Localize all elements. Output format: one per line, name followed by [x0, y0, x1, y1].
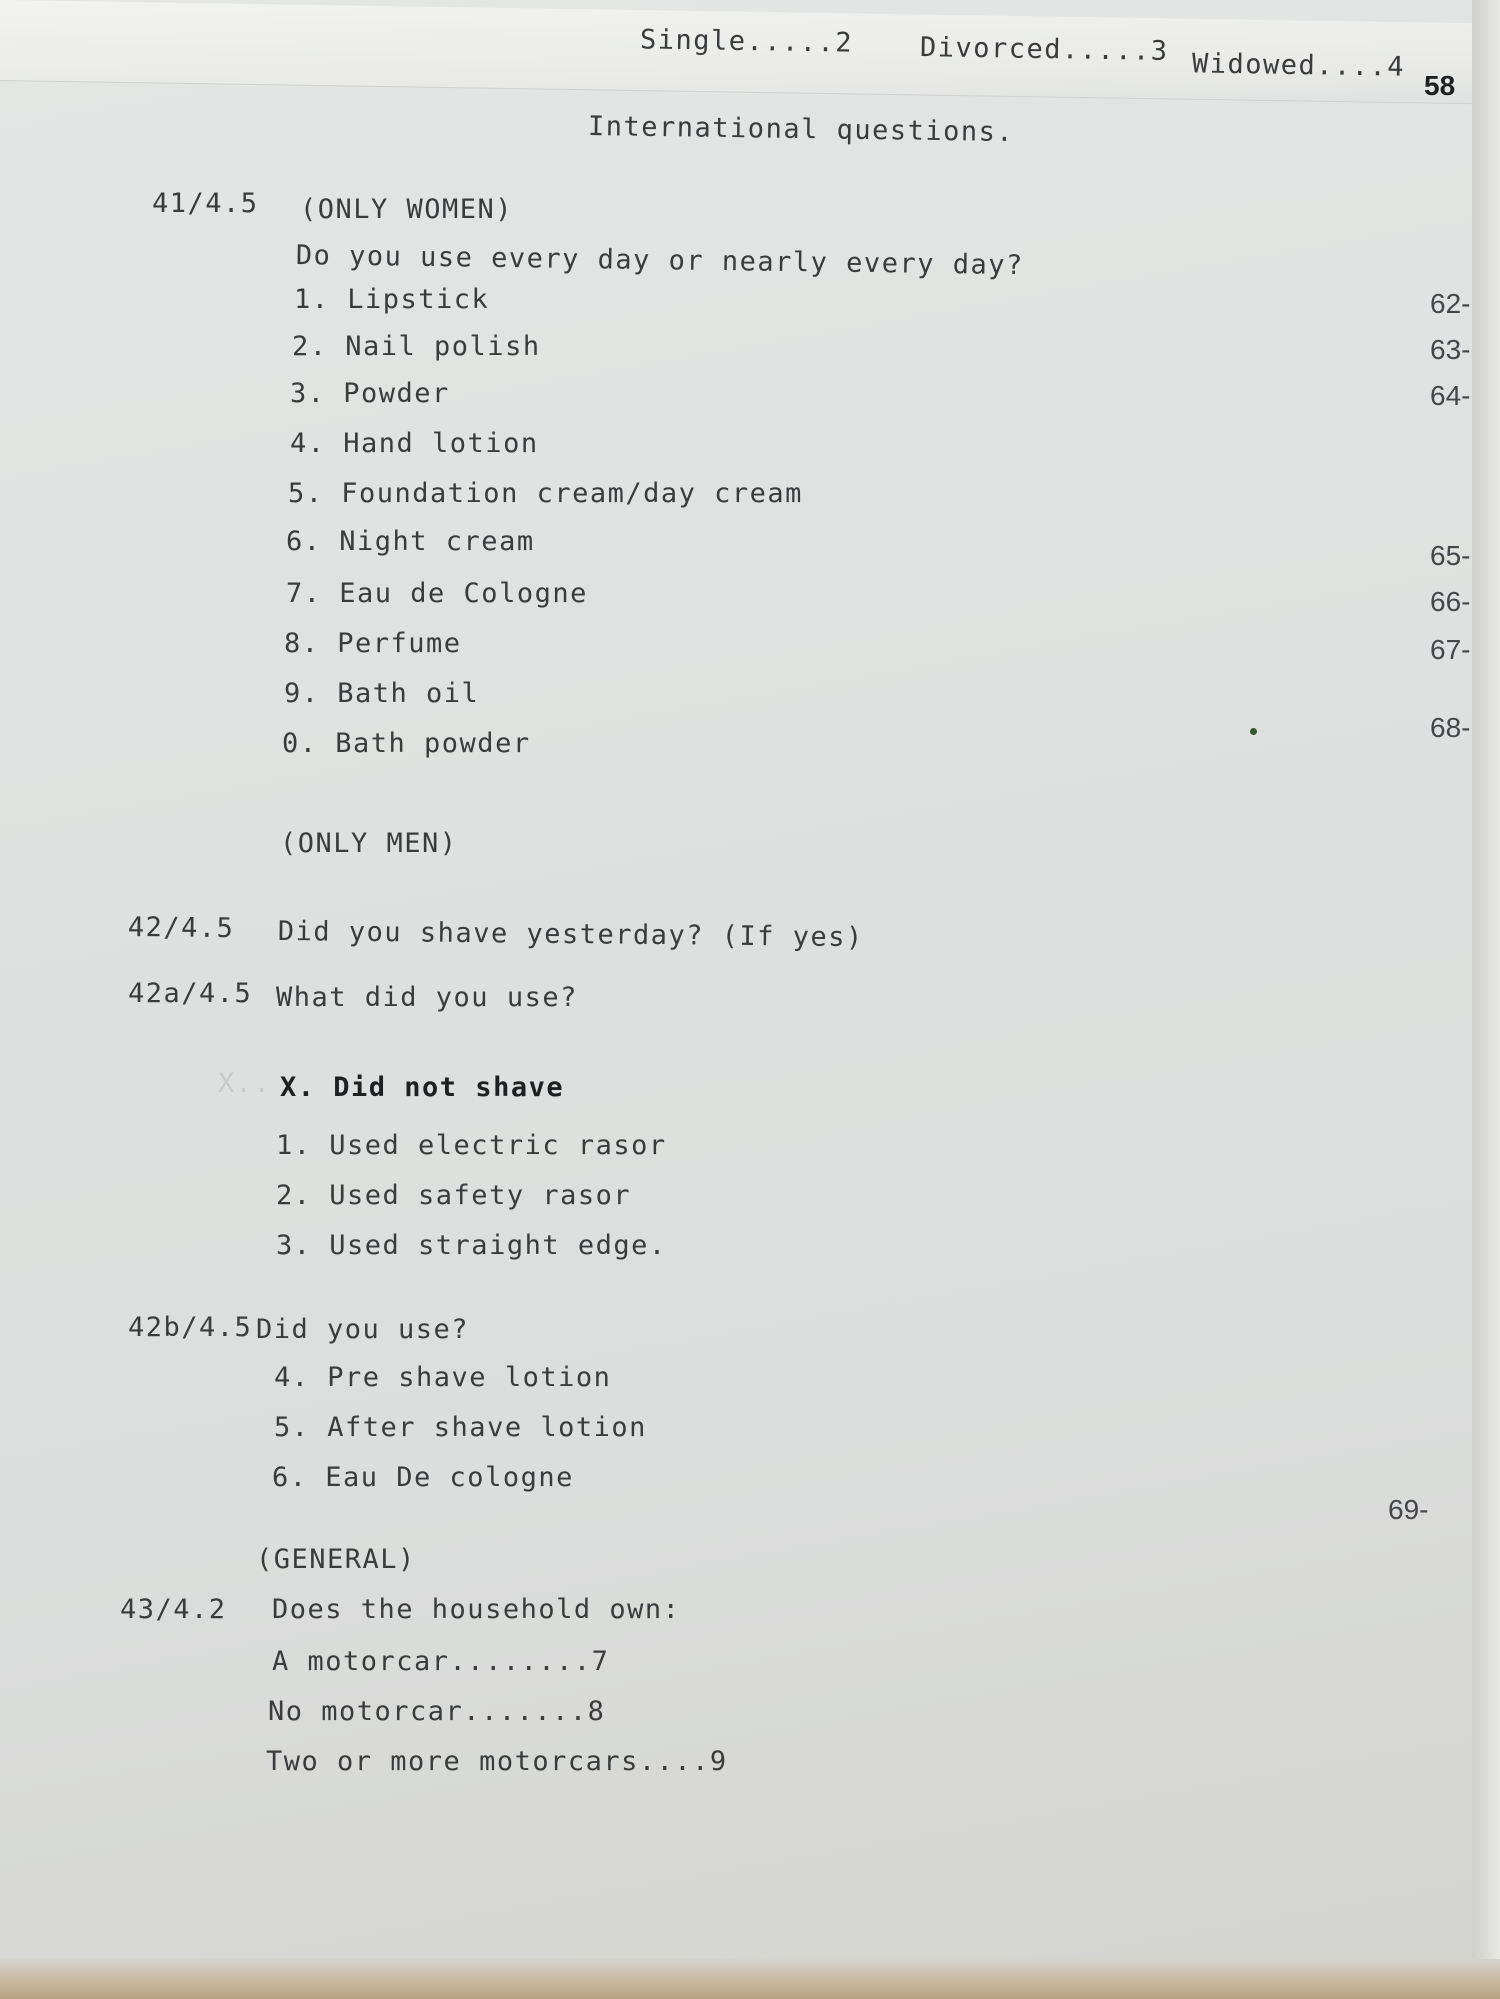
q41-item-bath-oil: 9. Bath oil — [284, 678, 480, 709]
general-group-label: (GENERAL) — [256, 1544, 416, 1575]
column-code-68: 68- — [1430, 712, 1471, 743]
q41-question: Do you use every day or nearly every day? — [295, 240, 1024, 282]
column-code-67: 67- — [1430, 634, 1471, 665]
q42a-question: What did you use? — [276, 982, 578, 1013]
q42b-item-eau-de-cologne: 6. Eau De cologne — [272, 1462, 574, 1493]
column-code-66: 66- — [1430, 586, 1471, 617]
column-code-62: 62- — [1430, 288, 1471, 319]
q42a-item-safety: 2. Used safety rasor — [276, 1180, 632, 1211]
column-code-65: 65- — [1430, 540, 1471, 571]
q43-item-two-or-more: Two or more motorcars....9 — [266, 1746, 728, 1777]
column-code-63: 63- — [1430, 334, 1471, 365]
q41-item-powder: 3. Powder — [290, 378, 450, 409]
q42-code: 42/4.5 — [127, 912, 235, 945]
column-code-64: 64- — [1430, 380, 1471, 411]
page-title: International questions. — [587, 111, 1015, 148]
faded-x-marker: X.. — [218, 1068, 272, 1099]
q43-code: 43/4.2 — [120, 1594, 227, 1625]
q41-item-foundation-cream: 5. Foundation cream/day cream — [288, 478, 803, 509]
marital-single: Single.....2 — [639, 24, 854, 59]
q42b-code: 42b/4.5 — [128, 1312, 253, 1343]
q41-item-bath-powder: 0. Bath powder — [282, 728, 531, 759]
column-code-69: 69- — [1388, 1494, 1429, 1525]
q42a-item-straight-edge: 3. Used straight edge. — [276, 1230, 667, 1261]
q41-group: (ONLY WOMEN) — [300, 194, 514, 225]
q42b-question: Did you use? — [256, 1314, 470, 1345]
q41-item-nail-polish: 2. Nail polish — [292, 331, 541, 362]
q41-item-hand-lotion: 4. Hand lotion — [290, 428, 539, 459]
q43-item-no-motorcar: No motorcar.......8 — [268, 1696, 606, 1727]
q42a-item-did-not-shave: X. Did not shave — [280, 1072, 565, 1103]
q41-item-eau-de-cologne: 7. Eau de Cologne — [286, 578, 588, 609]
page-number: 58 — [1424, 70, 1456, 101]
desk-surface — [0, 1959, 1500, 1999]
marital-widowed: Widowed....4 — [1191, 48, 1406, 83]
q41-code: 41/4.5 — [152, 188, 259, 219]
q41-item-night-cream: 6. Night cream — [286, 526, 535, 557]
marital-divorced: Divorced.....3 — [919, 32, 1169, 67]
q42a-item-electric: 1. Used electric rasor — [276, 1130, 667, 1161]
q42-question: Did you shave yesterday? (If yes) — [277, 916, 864, 954]
q42b-item-pre-shave: 4. Pre shave lotion — [274, 1362, 612, 1393]
q43-question: Does the household own: — [272, 1594, 681, 1625]
q41-item-lipstick: 1. Lipstick — [294, 284, 490, 315]
men-group-label: (ONLY MEN) — [280, 828, 458, 859]
q43-item-motorcar: A motorcar........7 — [272, 1646, 610, 1677]
q42b-item-after-shave: 5. After shave lotion — [274, 1412, 647, 1443]
q42a-code: 42a/4.5 — [128, 978, 253, 1009]
q41-item-perfume: 8. Perfume — [284, 628, 462, 659]
ink-dot — [1250, 728, 1257, 735]
underlying-sheet-edge — [1472, 0, 1500, 1999]
